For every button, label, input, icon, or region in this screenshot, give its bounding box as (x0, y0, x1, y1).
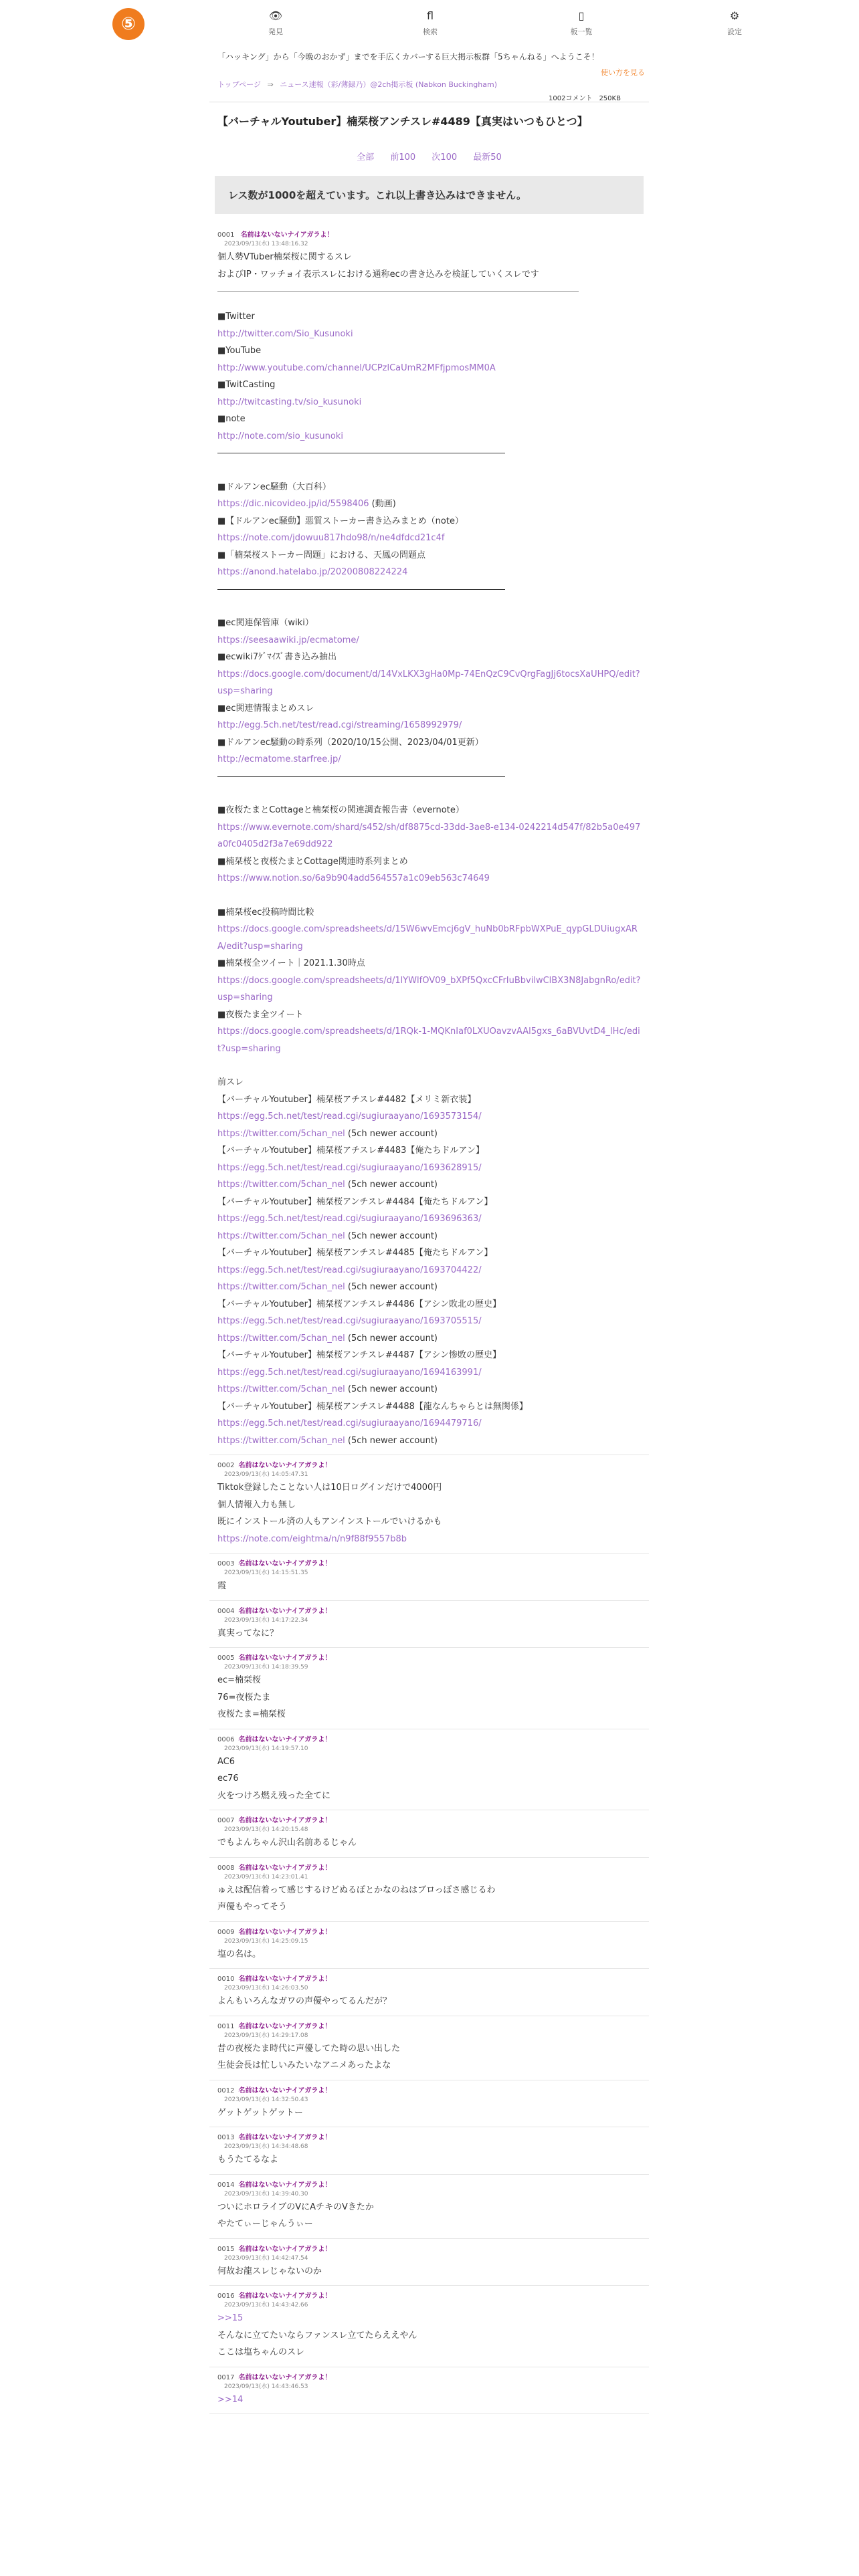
post-date: 2023/09/13(水) 14:34:48.68 (224, 2143, 308, 2150)
post-body (217, 2151, 641, 2169)
post-num[interactable]: 0002 (217, 1462, 235, 1469)
post-num[interactable]: 0006 (217, 1735, 235, 1743)
list-item (209, 2016, 649, 2080)
list-item (209, 1729, 649, 1811)
post-body (217, 1834, 641, 1852)
nav-discover[interactable] (249, 9, 302, 37)
post-date: 2023/09/13(水) 14:43:46.53 (224, 2383, 308, 2390)
post-name: 名前はないないナイアガラよ！ (238, 2022, 332, 2030)
nav-label: 設定 (727, 27, 742, 36)
list-item (209, 2127, 649, 2175)
nav-search[interactable] (403, 9, 457, 37)
list-item (209, 2367, 649, 2415)
how-to-link[interactable]: 使い方を見る (601, 68, 645, 77)
post-name: 名前はないないナイアガラよ！ (238, 2086, 332, 2095)
breadcrumb-top[interactable]: トップページ (217, 80, 262, 89)
post-num[interactable]: 0016 (217, 2292, 235, 2300)
list-item (209, 1648, 649, 1729)
post-text: 塩の名は。 (217, 1949, 262, 1959)
post-date: 2023/09/13(水) 14:26:03.50 (224, 1985, 308, 1992)
post-num[interactable]: 0008 (217, 1864, 235, 1872)
search-icon: fl (426, 9, 434, 22)
nav-boards[interactable] (555, 9, 608, 37)
limit-warning: レス数が1000を超えています。これ以上書き込みはできません。 (215, 176, 644, 214)
post-body (217, 1625, 641, 1642)
pager (209, 150, 649, 163)
post-text: 夜桜たま=楠栞桜 (217, 1709, 286, 1719)
post-text: やたてぃーじゃんうぃー (217, 2219, 313, 2229)
post-body (217, 1882, 641, 1916)
post-date: 2023/09/13(水) 14:39:40.30 (224, 2190, 308, 2197)
post-text: ゲットゲットゲットー (217, 2107, 303, 2118)
pager-all[interactable]: 全部 (357, 152, 375, 163)
post-name: 名前はないないナイアガラよ！ (238, 1817, 332, 1824)
post-text: 霞 (217, 1581, 227, 1591)
post-name: 名前はないないナイアガラよ！ (238, 2245, 332, 2253)
list-item (209, 1553, 649, 1601)
post-num[interactable]: 0011 (217, 2022, 235, 2030)
post-text: ec76 (217, 1774, 239, 1784)
post-text: もうたてるなよ (217, 2155, 279, 2165)
post-name: 名前はないないナイアガラよ！ (238, 2134, 332, 2141)
thread-main (209, 102, 649, 2414)
post-text: 生徒会長は忙しいみたいなアニメあったよな (217, 2060, 391, 2070)
pager-latest50[interactable]: 最新50 (473, 152, 502, 163)
nav-label: 検索 (423, 27, 438, 36)
thread-meta: 1002コメント 250KB (549, 95, 621, 102)
post-body (217, 1946, 641, 1963)
post-text: 真実ってなに？ (217, 1628, 279, 1638)
post-text: 昔の夜桜たま時代に声優してた時の思い出した (217, 2043, 401, 2054)
nav-label: 板一覧 (570, 27, 593, 36)
site-logo[interactable]: ⑤ (112, 8, 145, 40)
post-text: 76=夜桜たま (217, 1692, 271, 1703)
breadcrumb-separator: ⇒ (267, 80, 274, 89)
post-date: 2023/09/13(水) 14:15:51.35 (224, 1570, 308, 1576)
post-link[interactable]: >>14 (217, 2394, 244, 2405)
breadcrumb (217, 79, 497, 90)
post-name: 名前はないないナイアガラよ！ (238, 1654, 332, 1662)
post-num[interactable]: 0010 (217, 1975, 235, 1983)
post-num[interactable]: 0015 (217, 2245, 235, 2253)
post-name: 名前はないないナイアガラよ！ (238, 1560, 332, 1568)
post-body (217, 1993, 641, 2010)
top-navigation-bar (0, 0, 859, 51)
pager-next100[interactable]: 次100 (432, 152, 458, 163)
post-num[interactable]: 0005 (217, 1654, 235, 1662)
post-date: 2023/09/13(水) 14:32:50.43 (224, 2096, 308, 2103)
post-num[interactable]: 0012 (217, 2086, 235, 2095)
post-link[interactable]: >>15 (217, 2313, 244, 2323)
welcome-notice: 「ハッキング」から「今晩のおかず」までを手広くカバーする巨大掲示板群「5ちゃんねる」へようこそ！ (217, 52, 599, 62)
post-num[interactable]: 0001 (217, 231, 235, 239)
post-date: 2023/09/13(水) 13:48:16.32 (224, 241, 308, 247)
post-text: Tiktok登録したことない人は10日ログインだけで4000円 (217, 1483, 442, 1493)
post-date: 2023/09/13(水) 14:20:15.48 (224, 1826, 308, 1833)
post-text: そんなに立てたいならファンスレ立てたらええやん (217, 2330, 417, 2341)
post-name: 名前はないないナイアガラよ！ (238, 1864, 332, 1872)
post-body (217, 2263, 641, 2280)
post-name: 名前はないないナイアガラよ！ (238, 1462, 332, 1469)
post-body (217, 2391, 641, 2409)
list-item (209, 2286, 649, 2367)
post-name: 名前はないないナイアガラよ！ (238, 1607, 332, 1615)
post-date: 2023/09/13(水) 14:23:01.41 (224, 1873, 308, 1881)
post-text: ここは塩ちゃんのスレ (217, 2347, 305, 2357)
post-text: よんもいろんなガワの声優やってるんだが？ (217, 1996, 392, 2006)
nav-label: 発見 (268, 27, 283, 36)
post-date: 2023/09/13(水) 14:29:17.08 (224, 2032, 308, 2039)
post-date: 2023/09/13(水) 14:19:57.10 (224, 1745, 308, 1752)
post-date: 2023/09/13(水) 14:18:39.59 (224, 1664, 308, 1671)
post-body (217, 2310, 641, 2361)
post-name: 名前はないないナイアガラよ！ (238, 1975, 332, 1983)
post-date: 2023/09/13(水) 14:43:42.66 (224, 2302, 308, 2309)
post-1 (209, 225, 649, 1455)
list-item (209, 2080, 649, 2128)
post-text: ゅえは配信着って感じするけどぬるぽとかなのねはブロっぽさ感じるわ (217, 1885, 496, 1895)
list-item (209, 2239, 649, 2286)
board-list-icon: ▯ (578, 9, 585, 22)
post-text: 既にインストール済の人もアンインストールでいけるかも (217, 1517, 442, 1527)
post-num[interactable]: 0007 (217, 1817, 235, 1824)
post-date: 2023/09/13(水) 14:17:22.34 (224, 1616, 308, 1624)
post-text: 何故お龍スレじゃないのか (217, 2266, 322, 2276)
post-num[interactable]: 0017 (217, 2373, 235, 2381)
post-num[interactable]: 0014 (217, 2181, 235, 2189)
list-item (209, 1810, 649, 1858)
list-item (209, 1601, 649, 1648)
list-item (209, 1922, 649, 1969)
post-body: 個人勢VTuber楠栞桜に関するスレ およびIP・ワッチョイ表示スレにおける通称ecの書き込みを検証していくスレです ■Twitter http://twitter.com/Sio_Kusunoki ■YouTube http://www.youtube.com/channel/UCPzlCaUmR2MFfjpmosMM0A ■TwitCasting http://twitcasting.tv/sio_kusunoki ■note http://note.com/sio_kusunoki ■ドルアンec騒動（大百科） https://dic.nicovideo.jp/id/5598406 (動画) ■【ドルアンec騒動】悪質ストーカー書き込みまとめ（note） https://note.com/jdowuu817hdo98/n/ne4dfdcd21c4f ■「楠栞桜ストーカー問題」における、天鳳の問題点 https://anond.hatelabo.jp/20200808224224 ■ec関連保管庫（wiki） https://seesaawiki.jp/ecmatome/ ■ecwiki7ｹﾞﾏｲｽﾞ書き込み抽出 https://docs.google.com/document/d/14VxLKX3gHa0Mp-74EnQzC9CvQrgFagJj6tocsXaUHPQ/edit?usp=sharing ■ec関連情報まとめスレ http://egg.5ch.net/test/read.cgi/streaming/1658992979/ ■ドルアンec騒動の時系列（2020/10/15公開、2023/04/01更新） http://ecmatome.starfree.jp/ ■夜桜たまとCottageと楠栞桜の関連調査報告書（evernote） https://www.evernote.com/shard/s452/sh/df8875cd-33dd-3ae8-e134-0242214d547f/82b5a0e497a0fc0405d2f3a7e69dd922 ■楠栞桜と夜桜たまとCottage関連時系列まとめ https://www.notion.so/6a9b904add564557a1c09eb563c74649 ■楠栞桜ec投稿時間比較 https://docs.google.com/spreadsheets/d/15W6wvEmcj6gV_huNb0bRFpbWXPuE_qypGLDUiugxARA/edit?usp=sharing ■楠栞桜全ツイート｜2021.1.30時点 https://docs.google.com/spreadsheets/d/1lYWlfOV09_bXPf5QxcCFrIuBbvilwClBX3N8JabgnRo/edit?usp=sharing ■夜桜たま全ツイート https://docs.google.com/spreadsheets/d/1RQk-1-MQKnIaf0LXUOavzvAAl5gxs_6aBVUvtD4_lHc/edit?usp=sharing 前スレ 【バーチャルYoutuber】楠栞桜アチスレ#4482【メリミ新衣装】 https://egg.5ch.net/test/read.cgi/sugiuraayano/1693573154/ https://twitter.com/5chan_nel (5ch newer account) 【バーチャルYoutuber】楠栞桜アチスレ#4483【俺たちドルアン】 https://egg.5ch.net/test/read.cgi/sugiuraayano/1693628915/ https://twitter.com/5chan_nel (5ch newer account) 【バーチャルYoutuber】楠栞桜アンチスレ#4484【俺たちドルアン】 https://egg.5ch.net/test/read.cgi/sugiuraayano/1693696363/ https://twitter.com/5chan_nel (5ch newer account) 【バーチャルYoutuber】楠栞桜アンチスレ#4485【俺たちドルアン】 https://egg.5ch.net/test/read.cgi/sugiuraayano/1693704422/ https://twitter.com/5chan_nel (5ch newer account) 【バーチャルYoutuber】楠栞桜アンチスレ#4486【アシン敗北の歴史】 https://egg.5ch.net/test/read.cgi/sugiuraayano/1693705515/ https://twitter.com/5chan_nel (5ch newer account) 【バーチャルYoutuber】楠栞桜アンチスレ#4487【アシン惨敗の歴史】 https://egg.5ch.net/test/read.cgi/sugiuraayano/1694163991/ https://twitter.com/5chan_nel (5ch newer account) 【バーチャルYoutuber】楠栞桜アンチスレ#4488【龍なんちゃらとは無関係】 https://egg.5ch.net/test/read.cgi/sugiuraayano/1694479716/ https://twitter.com/5chan_nel (5ch newer account) (217, 252, 641, 1446)
post-date: 2023/09/13(水) 14:25:09.15 (224, 1937, 308, 1945)
post-body (217, 1479, 641, 1547)
post-text: ついにホロライブのVにAチキのVきたか (217, 2202, 374, 2212)
post-text: 火をつけろ燃え残った全てに (217, 1790, 331, 1801)
post-body (217, 2199, 641, 2233)
post-body (217, 2040, 641, 2074)
post-text: AC6 (217, 1756, 235, 1767)
post-name: 名前はないないナイアガラよ！ (238, 2373, 332, 2381)
post-body (217, 1578, 641, 1595)
post-name: 名前はないないナイアガラよ！ (238, 2292, 332, 2300)
list-item (209, 1969, 649, 2016)
post-num[interactable]: 0009 (217, 1928, 235, 1936)
post-name: 名前はないないナイアガラよ！ (238, 1928, 332, 1936)
post-date: 2023/09/13(水) 14:42:47.54 (224, 2254, 308, 2262)
post-text: 個人情報入力も無し (217, 1499, 296, 1510)
post-body (217, 1672, 641, 1723)
posts-list (209, 1455, 649, 2414)
post-num[interactable]: 0013 (217, 2134, 235, 2141)
list-item (209, 2175, 649, 2239)
post-name: 名前はないないナイアガラよ！ (240, 231, 334, 239)
post-text: ec=楠栞桜 (217, 1675, 262, 1685)
post-body (217, 1753, 641, 1805)
breadcrumb-board[interactable]: ニュース速報（彩/薄録乃）@2ch掲示板 (Nabkon Buckingham) (280, 80, 497, 89)
nav-settings[interactable] (708, 9, 761, 37)
post-num[interactable]: 0003 (217, 1560, 235, 1568)
post-body (217, 2105, 641, 2122)
eye-icon: 👁 (268, 9, 283, 22)
post-num[interactable]: 0004 (217, 1607, 235, 1615)
divider (217, 283, 579, 292)
gear-icon: ⚙ (729, 9, 740, 22)
post-text: 声優もやってそう (217, 1902, 288, 1912)
thread-title: 【バーチャルYoutuber】楠栞桜アンチスレ#4489【真実はいつもひとつ】 (209, 102, 649, 131)
post-link[interactable]: https://note.com/eightma/n/n9f88f9557b8b (217, 1533, 407, 1544)
list-item (209, 1455, 649, 1553)
post-name: 名前はないないナイアガラよ！ (238, 2181, 332, 2189)
post-date: 2023/09/13(水) 14:05:47.31 (224, 1471, 308, 1478)
list-item (209, 1858, 649, 1922)
post-name: 名前はないないナイアガラよ！ (238, 1735, 332, 1743)
post-text: でもよんちゃん沢山名前あるじゃん (217, 1838, 357, 1848)
pager-prev100[interactable]: 前100 (390, 152, 416, 163)
